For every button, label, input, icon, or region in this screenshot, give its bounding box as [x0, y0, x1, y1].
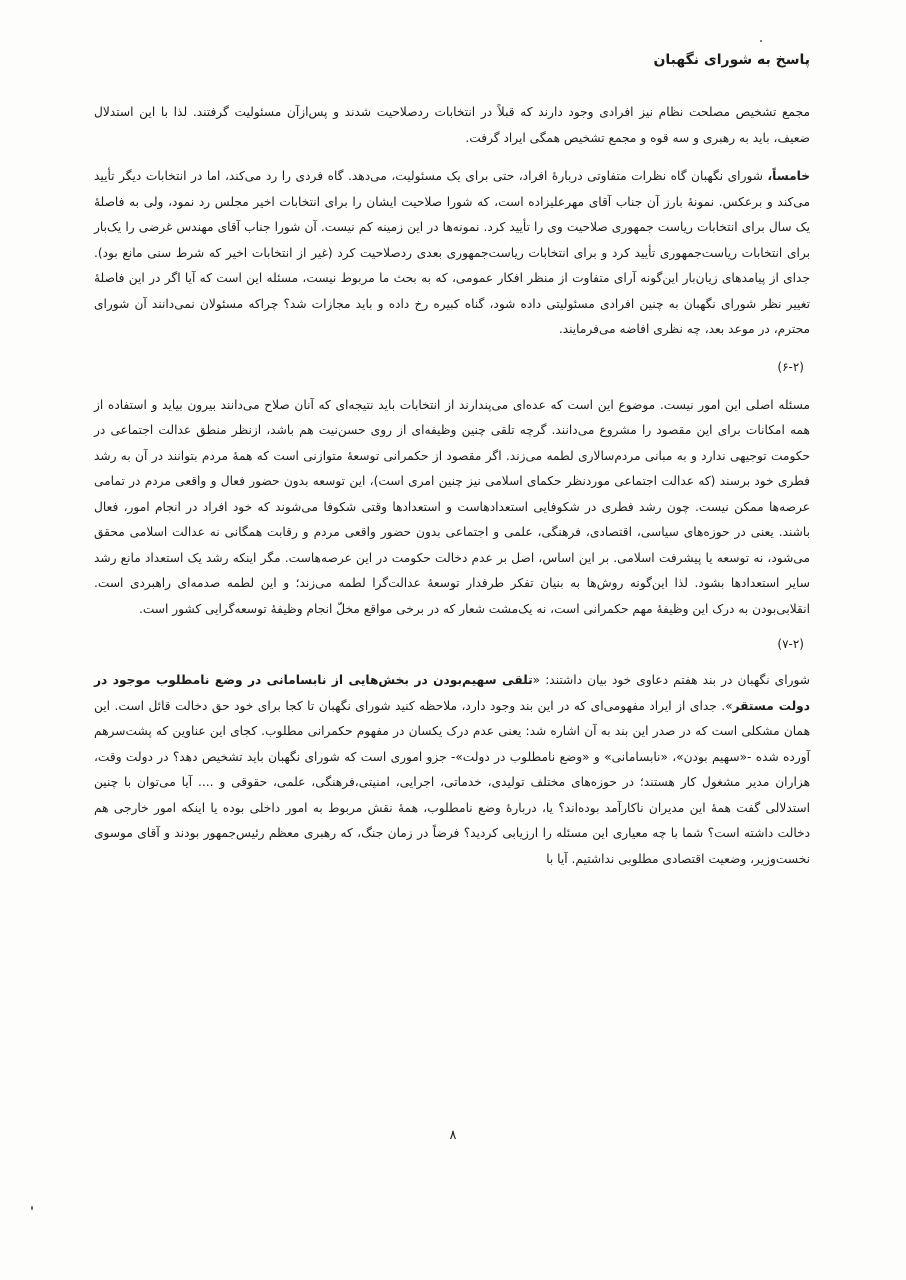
paragraph-intro: شورای نگهبان در بند هفتم دعاوی خود بیان داشتند: « — [532, 673, 810, 687]
scan-speck — [760, 40, 762, 42]
paragraph-text: ». جدای از ایراد مفهومی‌ای که در این بند وجود دارد، ملاحظه کنید شورای نگهبان تا کجا برای خود حق دخالت قائل است. این همان مشکلی است که در صدر این بند به آن اشاره شد: یعنی عدم درک یکسان در مفهوم حکمرانی مطلوب. کجای این عناوین که پشت‌سرهم آورده شده -«سهیم بودن»، «نابسامانی» و «وضع نامطلوب در دولت»- جزو اموری است که شورای نگهبان باید تشخیص دهد؟ در دولت وقت، هزاران مدیر مشغول کار هستند؛ در حوزه‌های مختلف تولیدی، خدماتی، اجرایی، امنیتی،فرهنگی، علمی، حقوقی و .... آیا می‌توان با چنین استدلالی گفت همهٔ این مدیران ناکارآمد بوده‌اند؟ یا، دربارهٔ وضع نامطلوب، همهٔ نقش مربوط به امور داخلی بوده یا اینکه امور خارجی هم دخالت داشته است؟ شما با چه معیاری این مسئله را ارزیابی کردید؟ فرضاً در زمان جنگ، که رهبری معظم رئیس‌جمهور بودند و آقای موسوی نخست‌وزیر، وضعیت اقتصادی مطلوبی نداشتیم. آیا با — [94, 698, 810, 866]
paragraph-section-6-2: مسئله اصلی این امور نیست. موضوع این است که عده‌ای می‌پندارند از انتخابات باید نتیجه‌ای که آنان صلاح می‌دانند بیرون بیاید و استفاده از همه امکانات برای این مقصود را مشروع می‌دانند. گرچه تلقی چنین وظیفه‌ای از روی حسن‌نیت هم باشد، ازنظر منطق عدالت اجتماعی در حکومت توجیهی ندارد و به مبانی مردم‌سالاری لطمه می‌زند. اگر مقصود از حکمرانی توسعهٔ متوازنی است که همهٔ مردم بتوانند در آن به رشد فطری خود برسند (که عدالت اجتماعی موردنظر حکمای اسلامی نیز چنین امری است)، این توسعه بدون حضور فعال و واقعی مردم در تمامی عرصه‌ها ممکن نیست. چون رشد فطری در شکوفایی استعدادهاست و استعدادها وقتی شکوفا می‌شوند که خود افراد در انجام امور، فعال باشند. یعنی در حوزه‌های سیاسی، اقتصادی، فرهنگی، علمی و اجتماعی بدون حضور واقعی مردم و رقابت همگانی نه عدالت اسلامی محقق می‌شود، نه توسعه یا پیشرفت اسلامی. بر این اساس، اصل بر عدم دخالت حکومت در این عرصه‌هاست. مگر اینکه رشد یک استعداد مانع رشد سایر استعدادها بشود. لذا این‌گونه روش‌ها به بنیان تفکر طرفدار توسعهٔ عدالت‌گرا لطمه می‌زند؛ و این لطمه صدمه‌ای راهبردی است. انقلابی‌بودن به درک این وظیفهٔ مهم حکمرانی است، نه یک‌مشت شعار که در برخی مواقع مخلّ انجام وظیفهٔ توسعه‌گرایی کشور است. — [94, 397, 810, 616]
body-text — [94, 100, 810, 872]
page-number: ۸ — [449, 1128, 457, 1143]
running-header: پاسخ به شورای نگهبان — [653, 52, 810, 68]
section-label-6-2: (۶-۲) — [777, 359, 804, 374]
paragraph-text: شورای نگهبان گاه نظرات متفاوتی دربارهٔ افراد، حتی برای یک مسئولیت، می‌دهد. گاه فردی را رد می‌کند، اما در انتخابات دیگر تأیید می‌کند و برعکس. نمونهٔ بارز آن جناب آقای مهرعلیزاده است، که شورا صلاحیت ایشان را برای انتخابات اخیر مجلس رد نمود، ولی به فاصلهٔ یک سال برای انتخابات ریاست جمهوری صلاحیت وی را تأیید کرد. نمونه‌ها در این زمینه کم نیست. آن شورا جناب آقای مهندس غرضی را یک‌بار برای انتخابات ریاست‌جمهوری تأیید کرد و برای انتخابات ریاست‌جمهوری بعدی ردصلاحیت کرد (غیر از انتخابات اخیر که شرط سنی مانع بود). جدای از پیامدهای زیان‌بار این‌گونه آرای متفاوت از منظر افکار عمومی، که به بحث ما مربوط نیست، مسئله این است که آیا اگر در این فاصلهٔ تغییر نظر شورای نگهبان به چنین افرادی مسئولیتی داده شود، گناه کبیره رخ داده و باید مجازات شد؟ چراکه مسئولان نمی‌دانند آن شورای محترم، در موعد بعد، چه نظری افاضه می‌فرمایند. — [94, 169, 810, 336]
paragraph-section-7-2 — [94, 668, 810, 872]
paragraph-continuation: مجمع تشخیص مصلحت نظام نیز افرادی وجود دارند که قبلاً در انتخابات ردصلاحیت شدند و پس‌ازآن مسئولیت گرفتند. لذا با این استدلال ضعیف، باید به رهبری و سه قوه و مجمع تشخیص همگی ایراد گرفت. — [94, 105, 810, 145]
paragraph-khamesan — [94, 164, 810, 343]
section-label-7-2: (۷-۲) — [777, 637, 804, 651]
quoted-claim: تلقی سهیم‌بودن در بخش‌هایی از نابسامانی در وضع نامطلوب موجود در دولت مستقر — [94, 673, 811, 713]
paragraph-lead-word: خامساً، — [767, 169, 810, 183]
scan-speck — [31, 1206, 33, 1210]
